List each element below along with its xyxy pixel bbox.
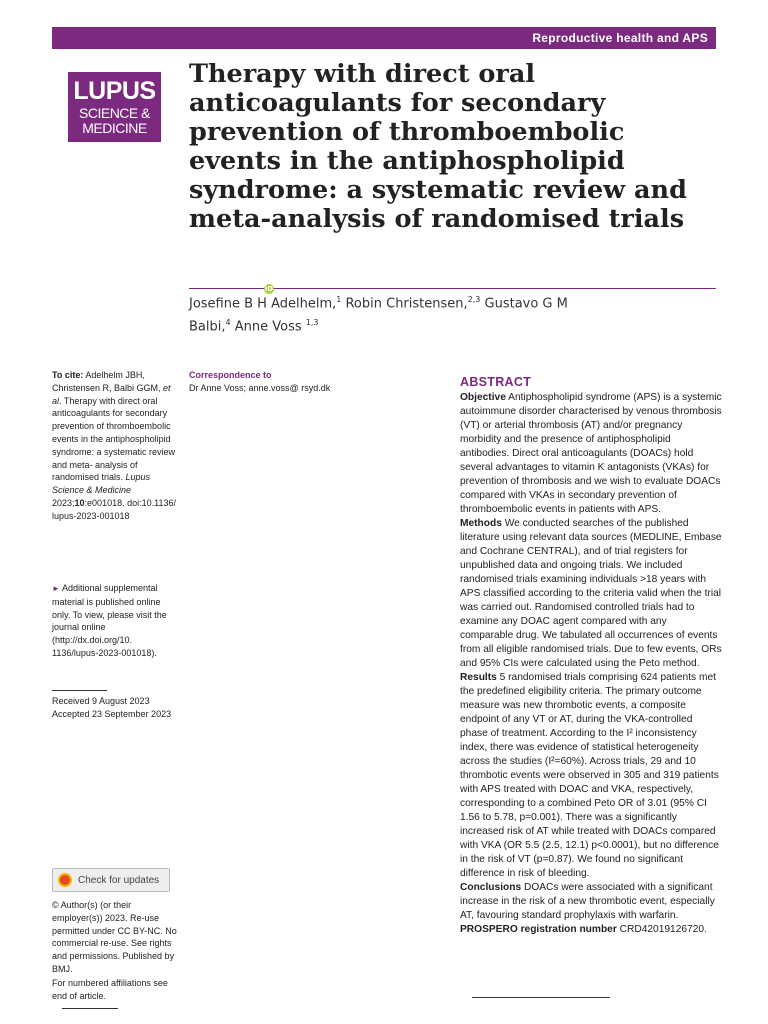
journal-logo: LUPUS SCIENCE & MEDICINE (68, 72, 161, 142)
arrow-right-icon: ► (52, 584, 60, 593)
crossmark-icon (58, 873, 72, 887)
abstract-results: Results 5 randomised trials comprising 624 patients met the predefined eligibility criteria. The primary outcome measure was new thrombotic events, a composite endpoint of any VT or AT, during the VKA-controlled phase of treatment. According to the I² inconsistency index, there was evidence of statistical heterogeneity across the studies (I²=60%). Across trials, 29 and 10 thrombotic events were observed in 305 and 319 patients with APS treated with DOAC and VKA, respectively, corresponding to a combined Peto OR of 3.01 (95% CI 1.56 to 5.78, p=0.001). There was a significantly increased risk of AT while treated with DOACs compared with VKA (OR 5.5 (2.5, 12.1) p<0.0001), but no difference in the risk of VT (p=0.87). We found no significant difference in risk of bleeding. (460, 672, 719, 879)
abstract-conclusions: Conclusions DOACs were associated with a significant increase in the risk of a new thrombotic event, especially AT, favouring standard prophylaxis with warfarin. (460, 882, 715, 921)
abstract (460, 375, 722, 937)
abstract-prospero: PROSPERO registration number CRD42019126720. (460, 924, 707, 935)
section-label: Reproductive health and APS (532, 31, 708, 45)
orcid-icon[interactable]: iD (264, 285, 274, 293)
article-title: Therapy with direct oral anticoagulants for secondary prevention of thromboembolic events in the antiphospholipid syndrome: a systematic review and meta-analysis of randomised trials (189, 59, 687, 234)
divider (472, 997, 610, 998)
correspondence-block: Correspondence to Dr Anne Voss; anne.voss@ rsyd.dk (189, 370, 331, 393)
affiliation-note: For numbered affiliations see end of article. (52, 978, 168, 1001)
divider (52, 690, 107, 691)
divider (62, 1008, 118, 1009)
abstract-objective: Objective Antiphospholipid syndrome (APS) is a systemic autoimmune disorder characterised by venous thrombosis (VT) or arterial thrombosis (AT) and/or pregnancy morbidity and the presence of antiphospholipid antibodies. Direct oral anticoagulants (DOACs) hold several advantages to vitamin K antagonists (VKAs) for prevention of thrombosis and we wish to evaluate DOACs compared with VKAs in secondary prevention of thromboembolic events in patients with APS. (460, 392, 722, 515)
copyright-notice: © Author(s) (or their employer(s)) 2023. Re-use permitted under CC BY-NC. No commercial re-use. See rights and permissions. Published by BMJ. (52, 900, 177, 974)
abstract-methods: Methods We conducted searches of the published literature using relevant data sources (MEDLINE, Embase and Cochrane CENTRAL), and of trial registers for unpublished data and ongoing trials. We included randomised trials examining individuals >18 years with APS classified according to the criteria valid when the trial was carried out. Randomised controlled trials had to examine any DOAC agent compared with any comparable drug. We tabulated all occurrences of events from all eligible randomised trials. Due to few events, ORs and 95% CIs were calculated using the Peto method. (460, 518, 722, 669)
author-list: Josefine B H Adelhelm,$^1$ Robin Christensen,$^{2,3}$ Gustavo G M Balbi,$^4$ Anne Voss $^{1,3}$ (189, 295, 568, 335)
citation-block: To cite: Adelhelm JBH, Christensen R, Balbi GGM, et al. Therapy with direct oral anticoagulants for secondary prevention of thromboembolic events in the antiphospholipid syndrome: a systematic review and meta- analysis of randomised trials. Lupus Science & Medicine 2023;10:e001018. doi:10.1136/ lupus-2023-001018 (52, 370, 176, 521)
abstract-heading: ABSTRACT (460, 375, 532, 389)
section-banner (52, 27, 716, 49)
check-for-updates-button[interactable]: Check for updates (52, 868, 170, 892)
supplemental-note: ► Additional supplemental material is published online only. To view, please visit the journal online (http://dx.doi.org/10. 1136/lupus-2023-001018). (52, 583, 167, 658)
article-dates: Received 9 August 2023 Accepted 23 September 2023 (52, 696, 172, 719)
